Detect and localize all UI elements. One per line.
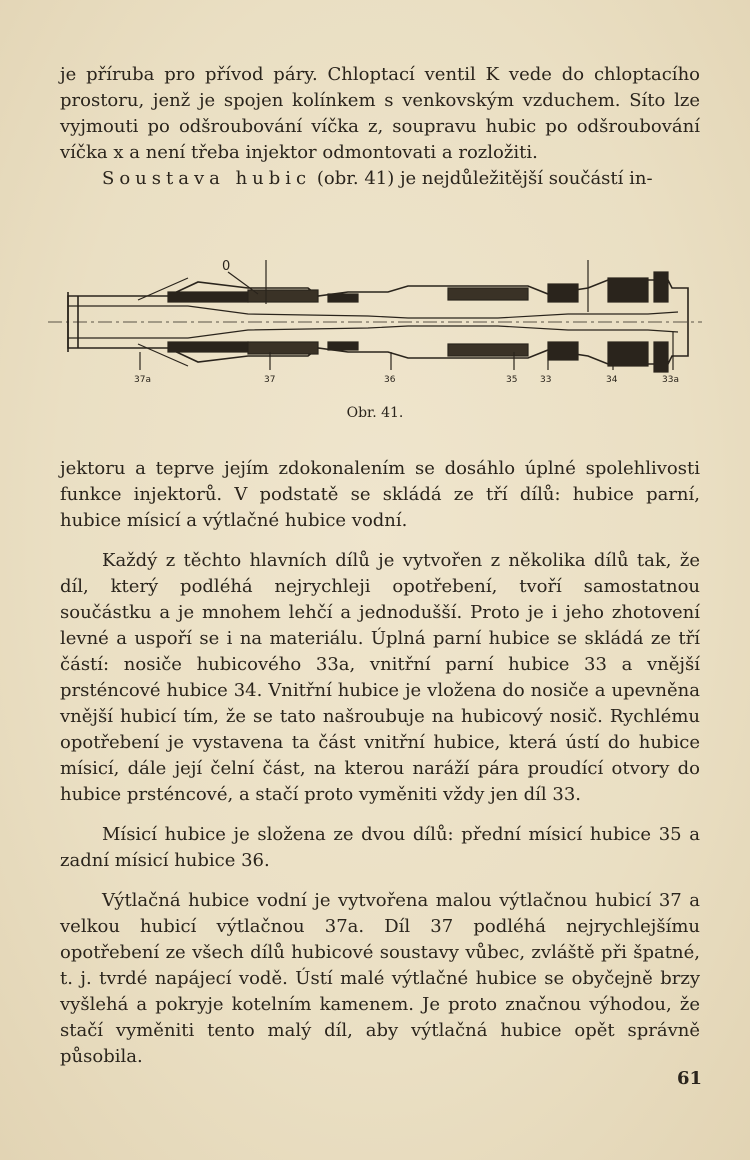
section-36-top [248, 290, 318, 302]
page-number: 61 [676, 1068, 702, 1089]
paragraph-4: Každý z těchto hlavních dílů je vytvořen z několika dílů tak, že díl, který podléhá nejrychleji opotřebení, tvoří samostatnou součástku a je mnohem lehčí a jednodušší. Proto je i jeho zhotovení levné a uspoří se i na materiálu. Úplná parní hubice se skládá ze tří částí: nosiče hubicového 33a, vnitřní parní hubice 33 a vnější prsténcové hubice 34. Vnitřní hubice je vložena do nosiče a upevněna vnější hubicí tím, že se tato našroubuje na hubicový nosič. Rychlému opotřebení je vystavena ta část vnitřní hubice, která ústí do hubice mísicí, dále její čelní část, na kterou naráží pára proudící otvory do hubice prsténcové, a stačí proto vyměniti vždy jen díl 33. [60, 550, 700, 805]
text-block-bottom [60, 456, 700, 1070]
section-35-top [448, 288, 528, 300]
text-block-top [60, 62, 700, 192]
section-joint-bottom [328, 342, 358, 350]
paragraph-2-lead: Soustava hubic [102, 168, 312, 189]
figure-label-37a: 37a [134, 375, 151, 385]
section-34-top [608, 278, 648, 302]
section-33-bottom [548, 342, 578, 360]
paragraph-3: jektoru a teprve jejím zdokonalením se dosáhlo úplné spolehlivosti funkce injektorů. V podstatě se skládá ze tří dílů: hubice parní, hubice mísicí a výtlačné hubice vodní. [60, 458, 700, 531]
figure-label-33: 33 [540, 375, 552, 385]
section-35-bottom [448, 344, 528, 356]
section-33a-top [654, 272, 668, 302]
section-34-bottom [608, 342, 648, 366]
figure-label-0: 0 [222, 259, 231, 274]
injector-nozzle-figure [48, 252, 702, 392]
section-33-top [548, 284, 578, 302]
figure-label-36: 36 [384, 375, 396, 385]
section-37-bottom [168, 342, 248, 352]
section-joint-top [328, 294, 358, 302]
section-37-top [168, 292, 248, 302]
section-33a-bottom [654, 342, 668, 372]
paragraph-1: je příruba pro přívod páry. Chloptací ventil K vede do chloptacího prostoru, jenž je spojen kolínkem s venkovským vzduchem. Síto lze vyjmouti po odšroubování víčka z, soupravu hubic po odšroubování víčka x a není třeba injektor odmontovati a rozložiti. [60, 64, 700, 163]
figure-label-35: 35 [506, 375, 518, 385]
paragraph-6: Výtlačná hubice vodní je vytvořena malou výtlačnou hubicí 37 a velkou hubicí výtlačnou 37a. Díl 37 podléhá nejrychlejšímu opotřebení ze všech dílů hubicové soustavy vůbec, zvláště při špatné, t. j. tvrdé napájecí vodě. Ústí malé výtlačné hubice se obyčejně brzy vyšlehá a pokryje kotelním kamenem. Je proto značnou výhodou, že stačí vyměniti tento malý díl, aby výtlačná hubice opět správně působila. [60, 890, 700, 1067]
figure-label-37: 37 [264, 375, 276, 385]
figure-label-34: 34 [606, 375, 618, 385]
figure-caption: Obr. 41. [346, 405, 404, 421]
paragraph-2 [60, 166, 700, 192]
paragraph-5: Mísicí hubice je složena ze dvou dílů: přední mísicí hubice 35 a zadní mísicí hubice 36. [60, 824, 700, 871]
paragraph-2-rest: (obr. 41) je nejdůležitější součástí in- [311, 168, 653, 189]
figure-label-33a: 33a [662, 375, 679, 385]
section-36-bottom [248, 342, 318, 354]
